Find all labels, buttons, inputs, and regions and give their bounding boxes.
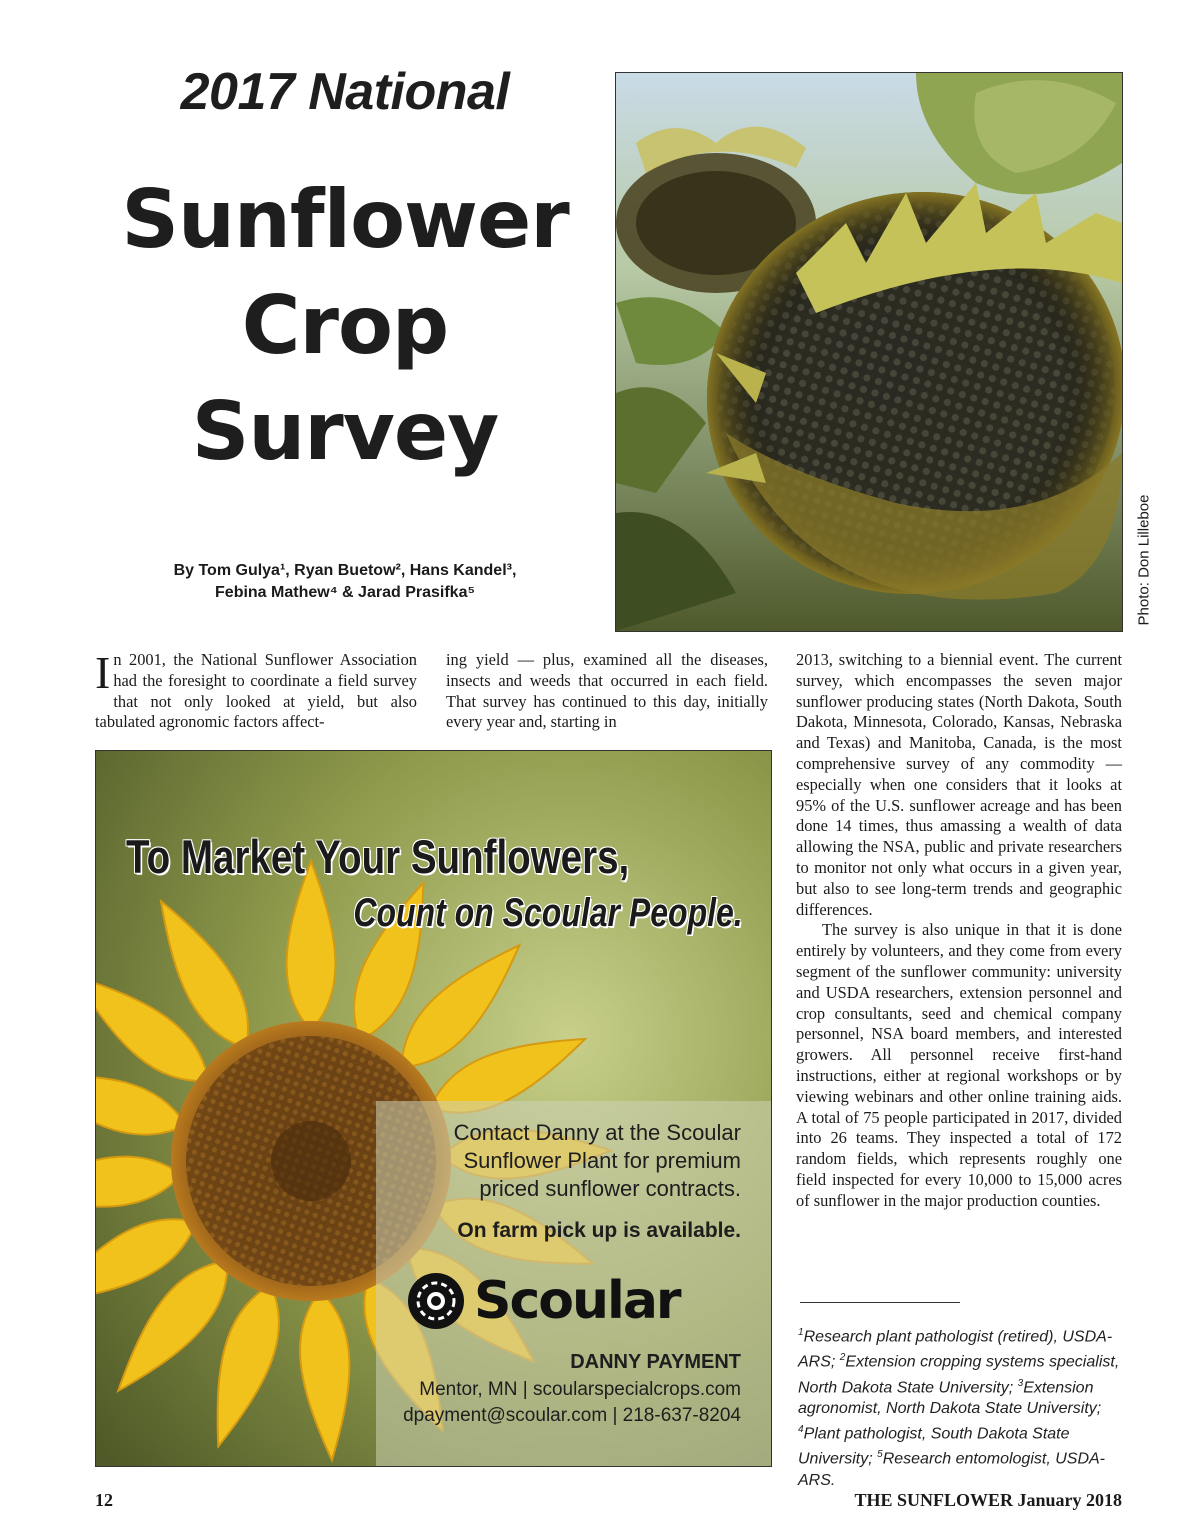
footnote-number: 2 (839, 1352, 846, 1364)
ad-contact-line-3: priced sunflower contracts. (479, 1176, 741, 1201)
article-title-line-1: Sunflower (121, 173, 569, 266)
article-column-1 (95, 647, 417, 733)
column-2-text: ing yield — plus, examined all the diseases, insects and weeds that occurred in each field. That survey has continued to this day, initially every year and, starting in (446, 650, 768, 732)
column-3-paragraph-1: 2013, switching to a biennial event. The current survey, which encompasses the seven major sunflower producing states (North Dakota, South Dakota, Minnesota, Colorado, Kansas, Nebraska and Texas) and Manitoba, Canada, is the most comprehensive survey of any commodity — especially when one considers that it looks at 95% of the U.S. sunflower acreage and has been done 14 times, thus amassing a wealth of data allowing the NSA, public and private researchers to monitor not only what occurs in a given year, but also to see long-term trends and geographic differences. (796, 650, 1122, 919)
article-title-line-3: Survey (191, 385, 499, 478)
ad-headline: To Market Your Sunflowers, (126, 830, 630, 883)
footnote-number: 3 (1017, 1377, 1024, 1389)
byline-line-2: Febina Mathew⁴ & Jarad Prasifka⁵ (215, 584, 475, 601)
article-kicker: 2017 National (180, 63, 510, 121)
ad-location-website: Mentor, MN | scoularspecialcrops.com (419, 1379, 741, 1400)
column-3-paragraph-2: The survey is also unique in that it is done entirely by volunteers, and they come from every segment of the sunflower community: university and USDA researchers, extension personnel and crop consultants, seed and chemical company personnel, NSA board members, and interested growers. All personnel receive first-hand instructions, either at regional workshops or by viewing webinars and other online training aids. A total of 75 people participated in 2017, divided into 26 teams. They inspected a total of 172 random fields, which represents roughly one field inspected for every 10,000 to 15,000 acres of sunflower in the major production counties. (796, 920, 1122, 1210)
column-1-text: n 2001, the National Sunflower Association had the foresight to coordinate a field survey that not only looked at yield, but also tabulated agronomic factors affect- (95, 650, 417, 732)
footnote-number: 1 (798, 1327, 804, 1338)
footnote-number: 4 (798, 1423, 804, 1435)
byline (95, 560, 595, 604)
ad-contact-line-2: Sunflower Plant for premium (463, 1148, 741, 1173)
ad-contact-line-1: Contact Danny at the Scoular (453, 1120, 741, 1145)
author-footnotes (798, 1322, 1128, 1491)
photo-credit-text: Photo: Don Lilleboe (1135, 494, 1153, 626)
drop-cap: I (95, 647, 111, 698)
publication-footer: THE SUNFLOWER January 2018 (854, 1490, 1122, 1510)
byline-line-1: By Tom Gulya¹, Ryan Buetow², Hans Kandel³, (173, 562, 517, 579)
sunflower-head-photo (615, 72, 1123, 632)
ad-subhead: Count on Scoular People. (353, 891, 743, 935)
ad-email-phone: dpayment@scoular.com | 218-637-8204 (403, 1405, 741, 1426)
footnote-text: Research entomologist, USDA-ARS. (798, 1450, 1105, 1489)
scoular-logo (406, 1266, 746, 1336)
ad-contact-text (381, 1119, 741, 1203)
footnote-divider (800, 1302, 960, 1303)
footnote-text: Plant pathologist, South Dakota State University; (798, 1425, 1070, 1468)
footnote-text: Extension cropping systems specialist, North Dakota State University; (798, 1353, 1120, 1396)
footnote-text: Research plant pathologist (retired), USDA-ARS; (798, 1328, 1113, 1371)
article-title-line-2: Crop (241, 279, 449, 372)
footnote-text: Extension agronomist, North Dakota State University; (798, 1378, 1102, 1417)
scoular-logo-wordmark: Scoular (474, 1271, 680, 1331)
photo-credit (1128, 490, 1160, 630)
scoular-logo-icon (406, 1271, 466, 1331)
footnote-number: 5 (877, 1449, 883, 1461)
article-column-2 (446, 650, 768, 733)
ad-pickup-note: On farm pick up is available. (457, 1219, 741, 1242)
ad-contact-name: DANNY PAYMENT (570, 1351, 741, 1373)
page-number: 12 (95, 1490, 113, 1510)
scoular-advertisement (95, 750, 772, 1467)
article-column-3 (796, 650, 1122, 1212)
